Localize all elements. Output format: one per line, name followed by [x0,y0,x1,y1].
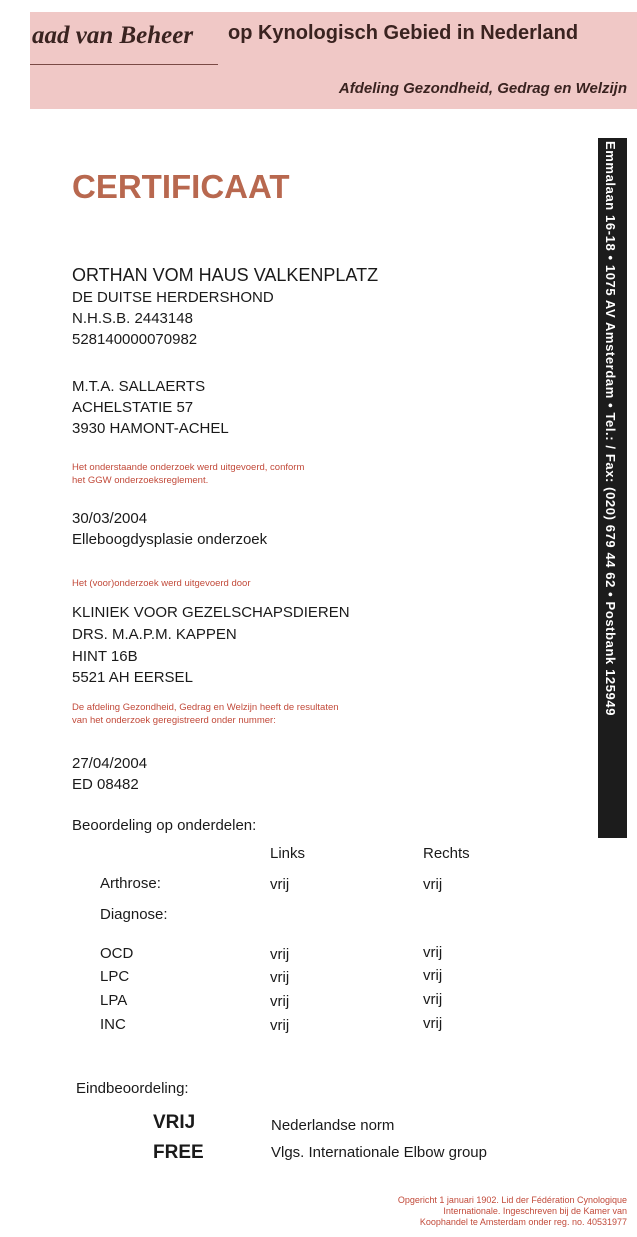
exam-date: 30/03/2004 [72,510,148,527]
diagnosis-row-label: INC [100,1016,126,1033]
registration-date: 27/04/2004 [72,755,148,772]
diagnosis-row-label: OCD [100,945,134,962]
arthrose-left-value: vrij [270,876,290,893]
notice-conform-line1: Het onderstaande onderzoek werd uitgevoerd, conform [72,462,305,473]
notice-performed-by: Het (voor)onderzoek werd uitgevoerd door [72,578,251,589]
final-assessment-heading: Eindbeoordeling: [76,1080,189,1097]
notice-registered-line2: van het onderzoek geregistreerd onder nummer: [72,715,276,726]
organization-name-sans: op Kynologisch Gebied in Nederland [228,22,579,44]
clinic-name: KLINIEK VOOR GEZELSCHAPSDIEREN [72,604,350,621]
owner-city: 3930 HAMONT-ACHEL [72,420,229,437]
diagnosis-row-right: vrij [423,967,443,984]
diagnosis-row-right: vrij [423,1015,443,1032]
owner-name: M.T.A. SALLAERTS [72,378,206,395]
column-left-header: Links [270,845,306,862]
diagnosis-row-left: vrij [270,969,290,986]
footer-registration-note [398,1195,627,1228]
final-norm-nl: Nederlandse norm [271,1117,395,1134]
diagnosis-row-right: vrij [423,944,443,961]
footer-line: Internationale. Ingeschreven bij de Kamer van [443,1206,627,1216]
footer-line: Koophandel te Amsterdam onder reg. no. 40531977 [419,1217,627,1227]
column-right-header: Rechts [423,845,470,862]
arthrose-right-value: vrij [423,876,443,893]
certificate-title: CERTIFICAAT [72,168,290,205]
address-sidebar [598,138,627,838]
address-sidebar-text: Emmalaan 16-18 • 1075 AV Amsterdam • Tel.: / Fax: (020) 679 44 62 • Postbank 125949 [603,141,618,717]
header-divider [30,64,218,65]
diagnose-label: Diagnose: [100,906,168,923]
notice-conform-line2: het GGW onderzoeksreglement. [72,475,209,486]
header-band [30,12,637,109]
exam-type: Elleboogdysplasie onderzoek [72,531,268,548]
diagnosis-row-label: LPC [100,968,130,985]
arthrose-label: Arthrose: [100,875,161,892]
department-name: Afdeling Gezondheid, Gedrag en Welzijn [338,80,627,97]
clinic-street: HINT 16B [72,648,138,665]
dog-registry-number: N.H.S.B. 2443148 [72,310,193,327]
dog-name: ORTHAN VOM HAUS VALKENPLATZ [72,265,379,285]
clinic-city: 5521 AH EERSEL [72,669,193,686]
final-result-international: FREE [153,1142,204,1163]
owner-street: ACHELSTATIE 57 [72,399,194,416]
final-norm-international: Vlgs. Internationale Elbow group [271,1144,487,1161]
footer-line: Opgericht 1 januari 1902. Lid der Fédération Cynologique [397,1195,627,1205]
diagnosis-row-right: vrij [423,991,443,1008]
final-result-nl: VRIJ [153,1112,196,1133]
notice-registered-line1: De afdeling Gezondheid, Gedrag en Welzijn heeft de resultaten [72,702,339,713]
organization-name-serif: aad van Beheer [32,22,194,49]
diagnosis-row-label: LPA [100,992,128,1009]
clinic-vet: DRS. M.A.P.M. KAPPEN [72,626,237,643]
diagnosis-row-left: vrij [270,1017,290,1034]
dog-chip-number: 528140000070982 [72,331,198,348]
diagnosis-row-left: vrij [270,946,290,963]
registration-number: ED 08482 [72,776,139,793]
assessment-heading: Beoordeling op onderdelen: [72,817,257,834]
diagnosis-row-left: vrij [270,993,290,1010]
dog-breed: DE DUITSE HERDERSHOND [72,289,274,306]
